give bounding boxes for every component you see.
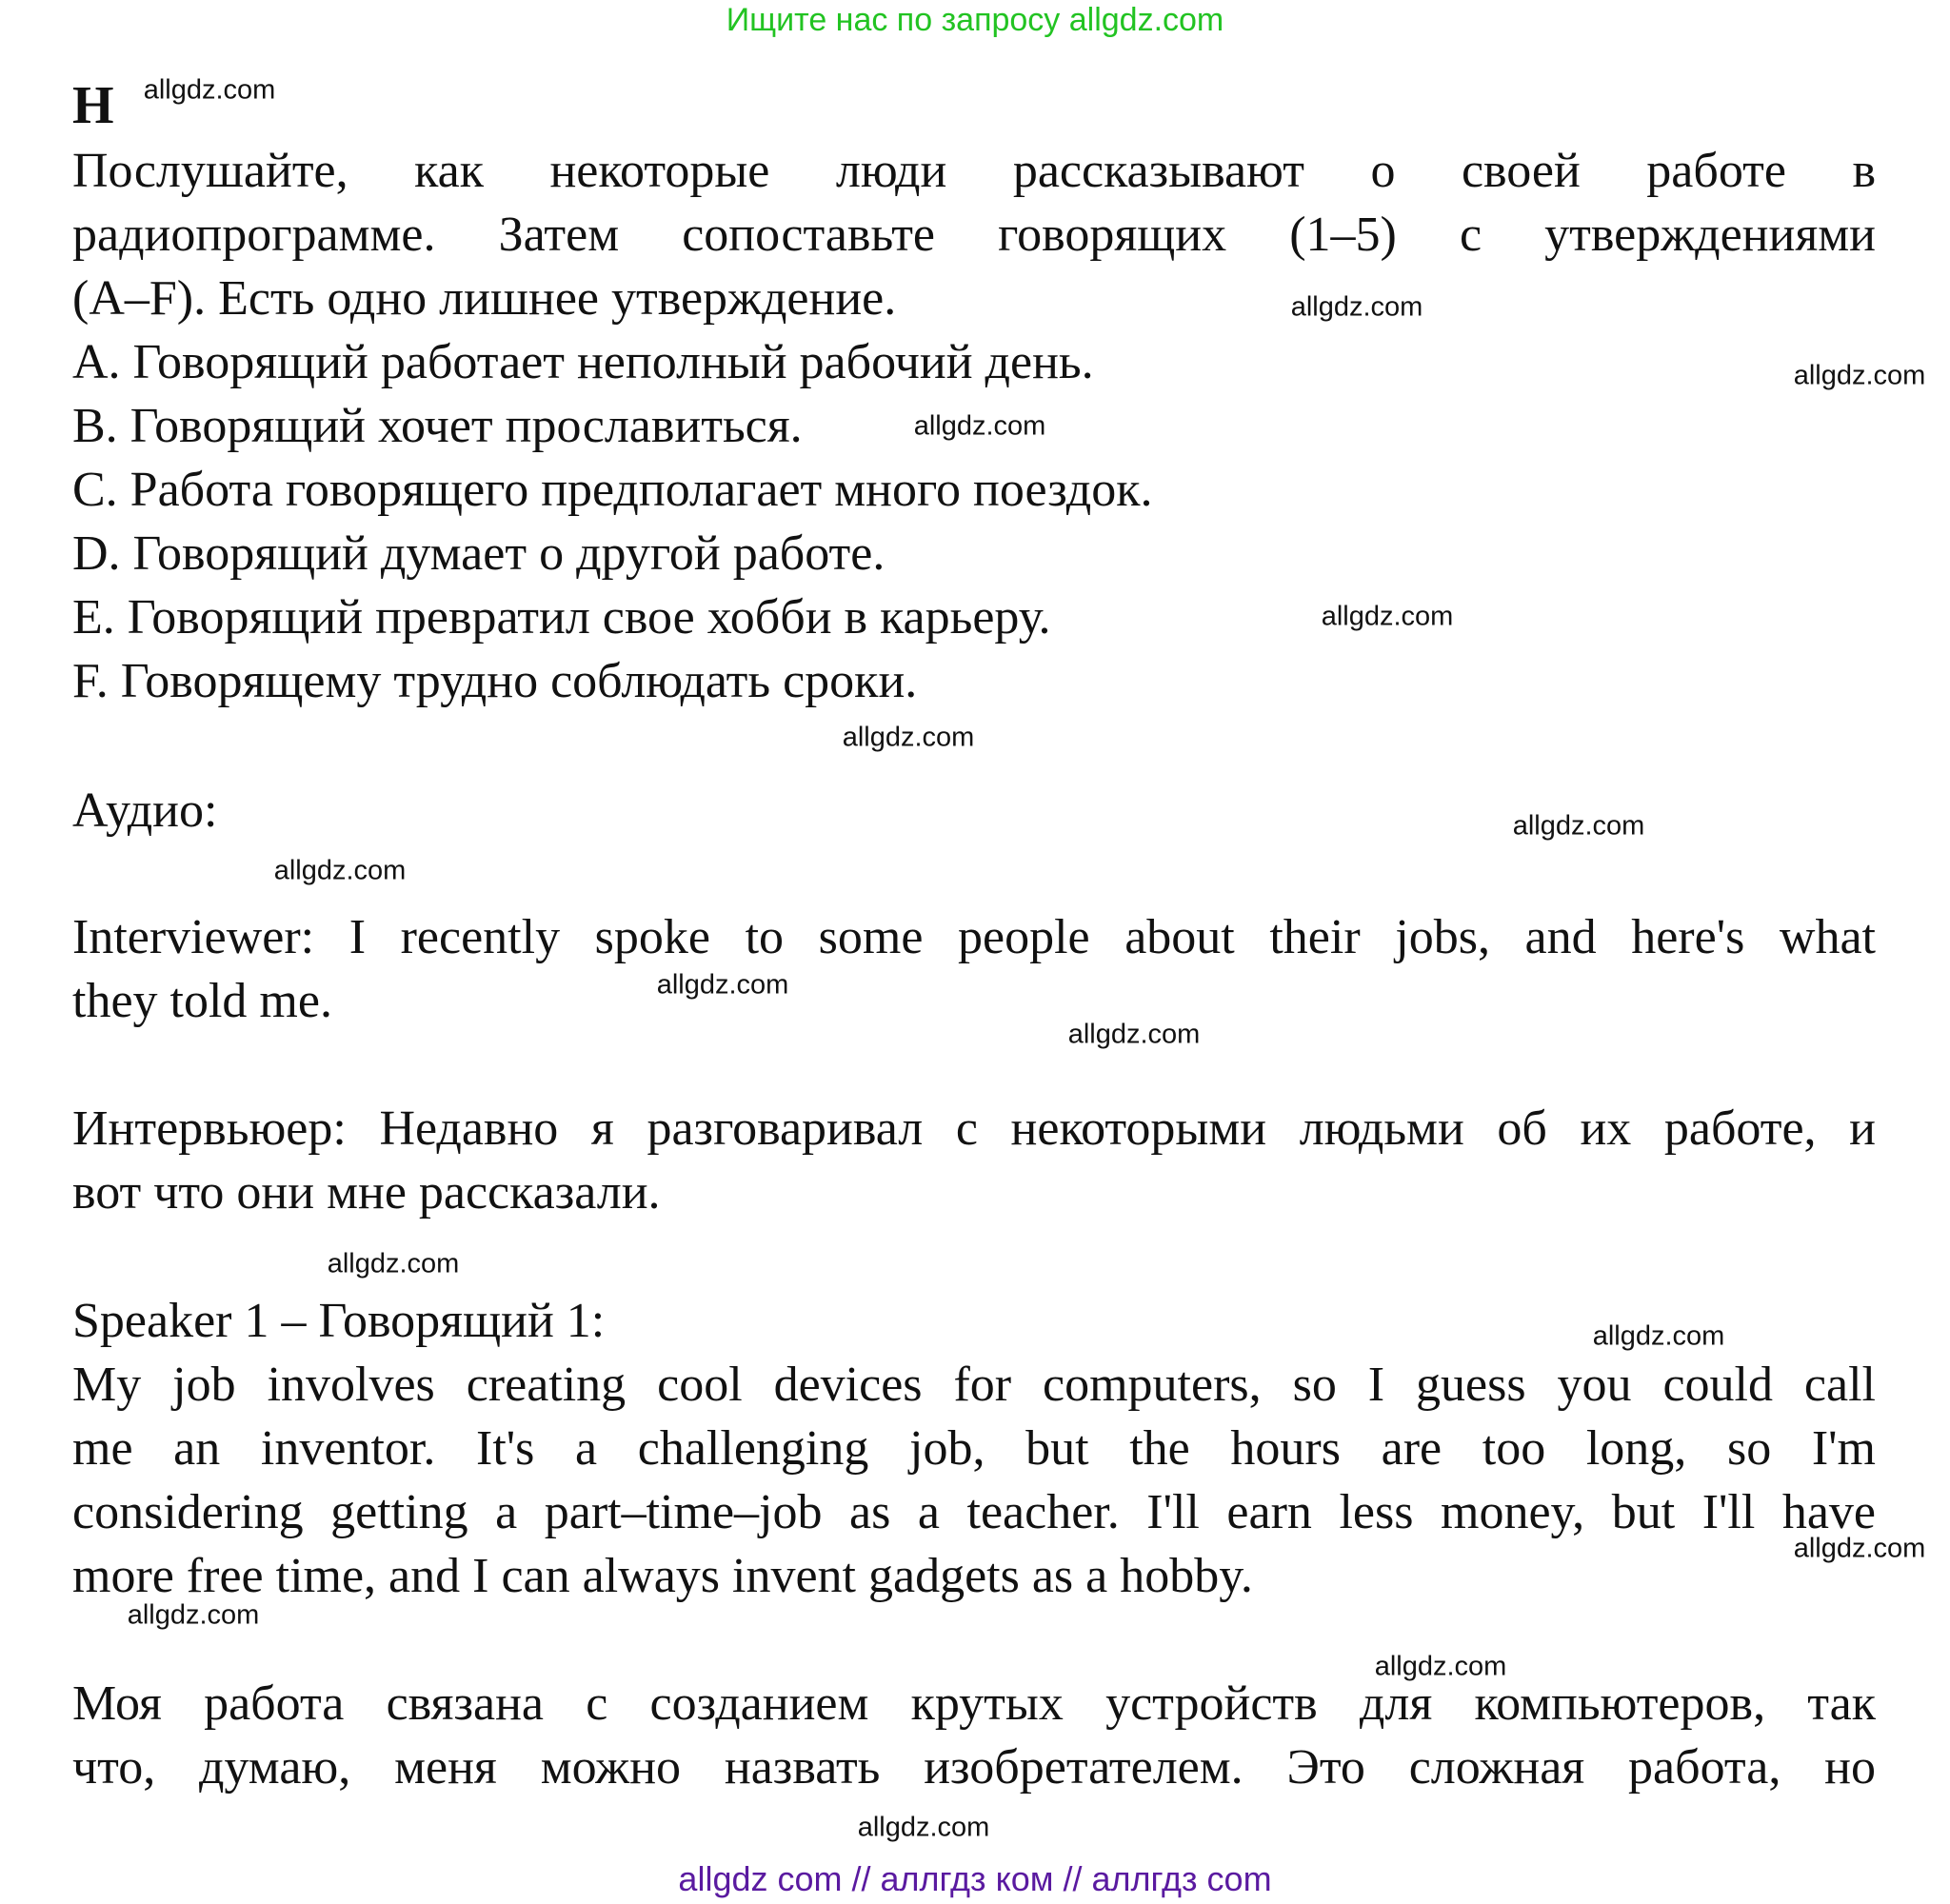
watermark: allgdz.com — [1512, 810, 1645, 842]
instructions-line: (A–F). Есть одно лишнее утверждение. — [72, 271, 897, 326]
watermark: allgdz.com — [327, 1248, 460, 1279]
text-line: me an inventor. It's a challenging job, but the hours are too long, so I'm — [72, 1421, 1876, 1476]
statement-f: F. Говорящему трудно соблюдать сроки. — [72, 654, 918, 708]
text-line: Interviewer: I recently spoke to some people about their jobs, and here's what — [72, 910, 1876, 964]
watermark: allgdz.com — [1592, 1320, 1725, 1352]
text-line: they told me. — [72, 974, 332, 1028]
watermark: allgdz.com — [656, 969, 789, 1001]
text-line: My job involves creating cool devices for computers, so I guess you could call — [72, 1358, 1876, 1412]
watermark: allgdz.com — [1793, 360, 1926, 391]
instructions-line: Послушайте, как некоторые люди рассказывают о своей работе в — [72, 144, 1876, 198]
interviewer-english — [72, 905, 1876, 1033]
statement-b: B. Говорящий хочет прославиться. — [72, 399, 803, 453]
statement-d: D. Говорящий думает о другой работе. — [72, 526, 885, 581]
text-line: Моя работа связана с созданием крутых устройств для компьютеров, так — [72, 1676, 1876, 1731]
interviewer-russian — [72, 1097, 1876, 1224]
instructions-line: радиопрограмме. Затем сопоставьте говорящих (1–5) с утверждениями — [72, 208, 1876, 262]
statement-e: E. Говорящий превратил свое хобби в карьеру. — [72, 590, 1051, 645]
watermark: allgdz.com — [1374, 1651, 1507, 1682]
speaker-label: Speaker 1 – Говорящий 1: — [72, 1294, 606, 1348]
text-line: вот что они мне рассказали. — [72, 1165, 661, 1220]
text-line: more free time, and I can always invent gadgets as a hobby. — [72, 1549, 1253, 1603]
footer-links: allgdz com // аллгдз ком // аллгдз com — [678, 1859, 1272, 1898]
speaker-1-russian — [72, 1672, 1876, 1799]
watermark: allgdz.com — [842, 722, 975, 753]
statement-a: A. Говорящий работает неполный рабочий день. — [72, 335, 1094, 389]
watermark: allgdz.com — [127, 1599, 260, 1631]
statement-c: C. Работа говорящего предполагает много поездок. — [72, 463, 1153, 517]
watermark: allgdz.com — [1793, 1533, 1926, 1564]
watermark: allgdz.com — [857, 1812, 990, 1843]
text-line: considering getting a part–time–job as a teacher. I'll earn less money, but I'll have — [72, 1485, 1876, 1539]
text-line: что, думаю, меня можно назвать изобретателем. Это сложная работа, но — [72, 1740, 1876, 1795]
watermark: allgdz.com — [1321, 601, 1454, 632]
watermark: allgdz.com — [1290, 291, 1423, 323]
audio-label: Аудио: — [72, 783, 218, 838]
text-line: Интервьюер: Недавно я разговаривал с некоторыми людьми об их работе, и — [72, 1101, 1876, 1156]
search-banner: Ищите нас по запросу allgdz.com — [726, 2, 1224, 38]
watermark: allgdz.com — [273, 855, 407, 886]
section-letter: H — [72, 76, 114, 135]
watermark: allgdz.com — [913, 410, 1046, 442]
watermark: allgdz.com — [1067, 1019, 1201, 1050]
watermark: allgdz.com — [143, 74, 276, 106]
